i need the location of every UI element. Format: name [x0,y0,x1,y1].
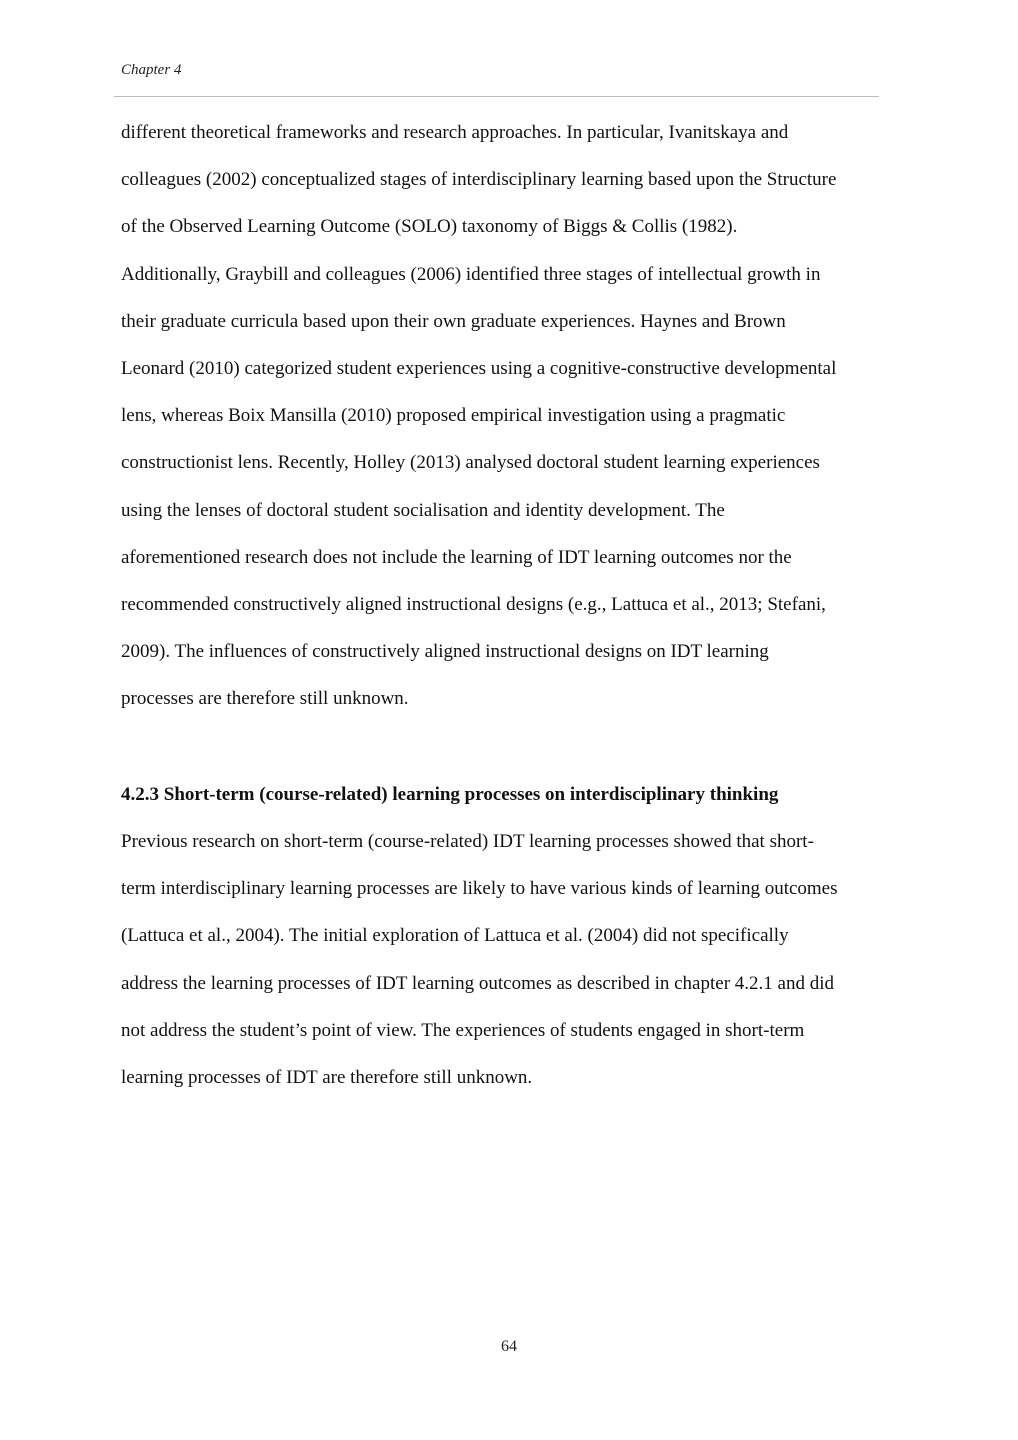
paragraph-line: constructionist lens. Recently, Holley (2013) analysed doctoral student learning experiences [121,452,820,474]
paragraph-line: Additionally, Graybill and colleagues (2006) identified three stages of intellectual growth in [121,263,821,285]
paragraph-short-term-processes [121,818,911,1101]
paragraph-line: address the learning processes of IDT learning outcomes as described in chapter 4.2.1 and did [121,972,834,994]
paragraph-line: different theoretical frameworks and research approaches. In particular, Ivanitskaya and [121,122,789,143]
running-header: Chapter 4 [121,62,182,78]
paragraph-line: Leonard (2010) categorized student experiences using a cognitive-constructive developmental [121,358,837,380]
paragraph-line: Previous research on short-term (course-related) IDT learning processes showed that short- [121,831,814,852]
paragraph-line: (Lattuca et al., 2004). The initial exploration of Lattuca et al. (2004) did not specifically [121,925,789,947]
paragraph-previous-research [121,109,911,723]
paragraph-line: aforementioned research does not include the learning of IDT learning outcomes nor the [121,546,792,568]
paragraph-line: recommended constructively aligned instructional designs (e.g., Lattuca et al., 2013; Stefani, [121,594,826,616]
paragraph-line: 2009). The influences of constructively aligned instructional designs on IDT learning [121,641,769,663]
page-number: 64 [501,1338,517,1355]
paragraph-line: of the Observed Learning Outcome (SOLO) taxonomy of Biggs & Collis (1982). [121,216,738,238]
paragraph-line: term interdisciplinary learning processes are likely to have various kinds of learning outcomes [121,878,838,900]
paragraph-line: not address the student’s point of view. The experiences of students engaged in short-term [121,1019,805,1041]
paragraph-line: colleagues (2002) conceptualized stages of interdisciplinary learning based upon the Structure [121,169,837,191]
paragraph-line: lens, whereas Boix Mansilla (2010) proposed empirical investigation using a pragmatic [121,405,786,427]
paragraph-line: processes are therefore still unknown. [121,688,409,710]
header-divider [114,96,879,97]
section-heading: 4.2.3 Short-term (course-related) learning processes on interdisciplinary thinking [121,784,779,805]
paragraph-line: using the lenses of doctoral student socialisation and identity development. The [121,499,725,521]
paragraph-line: learning processes of IDT are therefore still unknown. [121,1067,533,1089]
paragraph-line: their graduate curricula based upon their own graduate experiences. Haynes and Brown [121,310,786,332]
